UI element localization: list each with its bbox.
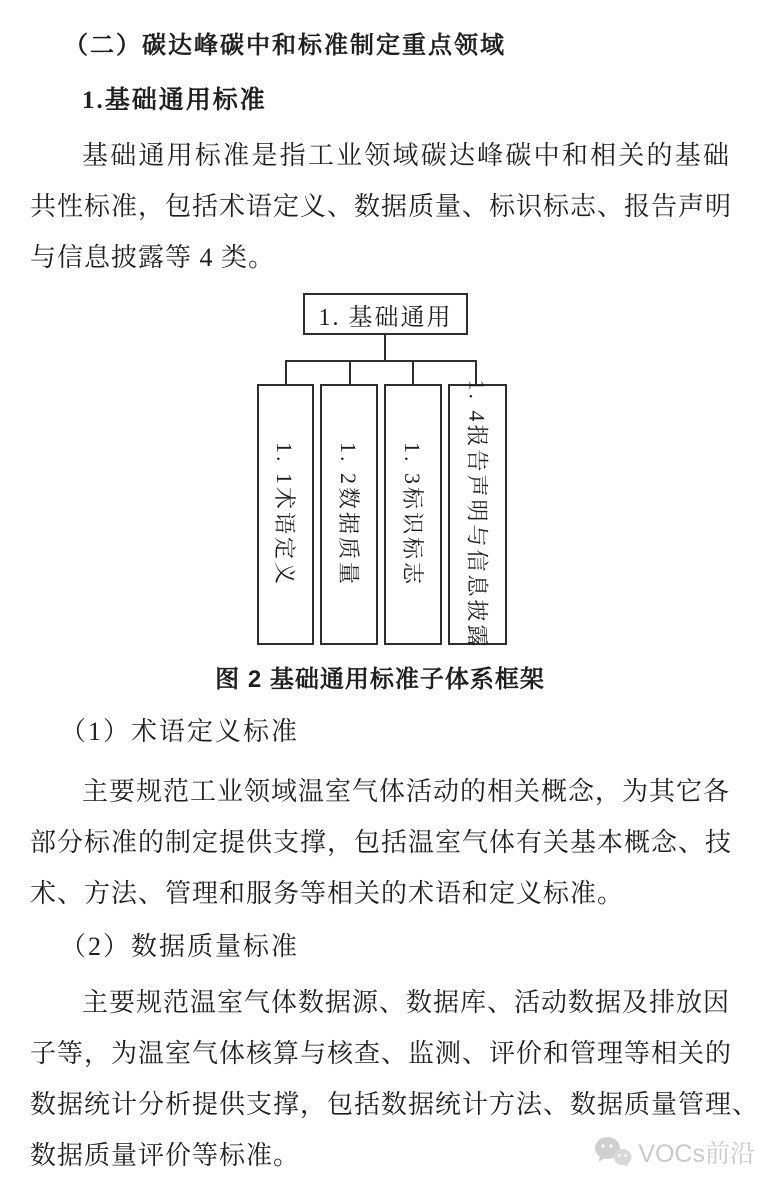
diagram-child-box <box>257 384 314 645</box>
paragraph-line: 子等，为温室气体核算与核查、监测、评价和管理等相关的 <box>30 1039 733 1068</box>
connector-drop <box>285 362 287 384</box>
connector-drop <box>412 362 414 384</box>
subsection-paragraph-1 <box>30 766 733 919</box>
connector-drop <box>349 362 351 384</box>
subsection-heading-2: （2）数据质量标准 <box>60 932 300 961</box>
figure-diagram <box>0 293 760 650</box>
watermark-label: VOCs前沿 <box>638 1140 755 1168</box>
diagram-child-box <box>320 384 378 645</box>
diagram-child-box <box>448 379 507 650</box>
paragraph-line: 数据统计分析提供支撑，包括数据统计方法、数据质量管理、 <box>30 1090 760 1119</box>
paragraph-line: 与信息披露等 4 类。 <box>30 243 276 272</box>
paragraph-line: 基础通用标准是指工业领域碳达峰碳中和相关的基础 <box>82 141 730 170</box>
subsection-heading-1: （1）术语定义标准 <box>60 717 300 746</box>
connector-stem <box>384 335 386 360</box>
wechat-icon <box>594 1136 632 1168</box>
child-box-label: 1. 2数据质量 <box>335 441 361 588</box>
paragraph-line: 部分标准的制定提供支撑，包括温室气体有关基本概念、技 <box>30 828 733 857</box>
paragraph-line: 主要规范温室气体数据源、数据库、活动数据及排放因 <box>82 988 731 1017</box>
intro-paragraph <box>30 130 733 283</box>
watermark <box>594 1134 755 1170</box>
figure-caption: 图 2 基础通用标准子体系框架 <box>215 666 545 693</box>
connector-bar <box>285 360 477 362</box>
section-heading: （二）碳达峰碳中和标准制定重点领域 <box>64 33 506 59</box>
paragraph-line: 主要规范工业领域温室气体活动的相关概念，为其它各 <box>82 777 731 806</box>
child-box-label: 1. 1术语定义 <box>272 441 298 588</box>
diagram-root-box: 1. 基础通用 <box>303 293 468 335</box>
diagram-child-box <box>384 384 442 645</box>
sub-heading: 1.基础通用标准 <box>82 87 267 114</box>
child-box-label: 1. 3标识标志 <box>399 441 425 588</box>
paragraph-line: 术、方法、管理和服务等相关的术语和定义标准。 <box>30 879 625 908</box>
paragraph-line: 数据质量评价等标准。 <box>30 1141 301 1170</box>
paragraph-line: 共性标准，包括术语定义、数据质量、标识标志、报告声明 <box>30 192 733 221</box>
child-box-label: 1. 4报告声明与信息披露 <box>464 379 490 650</box>
